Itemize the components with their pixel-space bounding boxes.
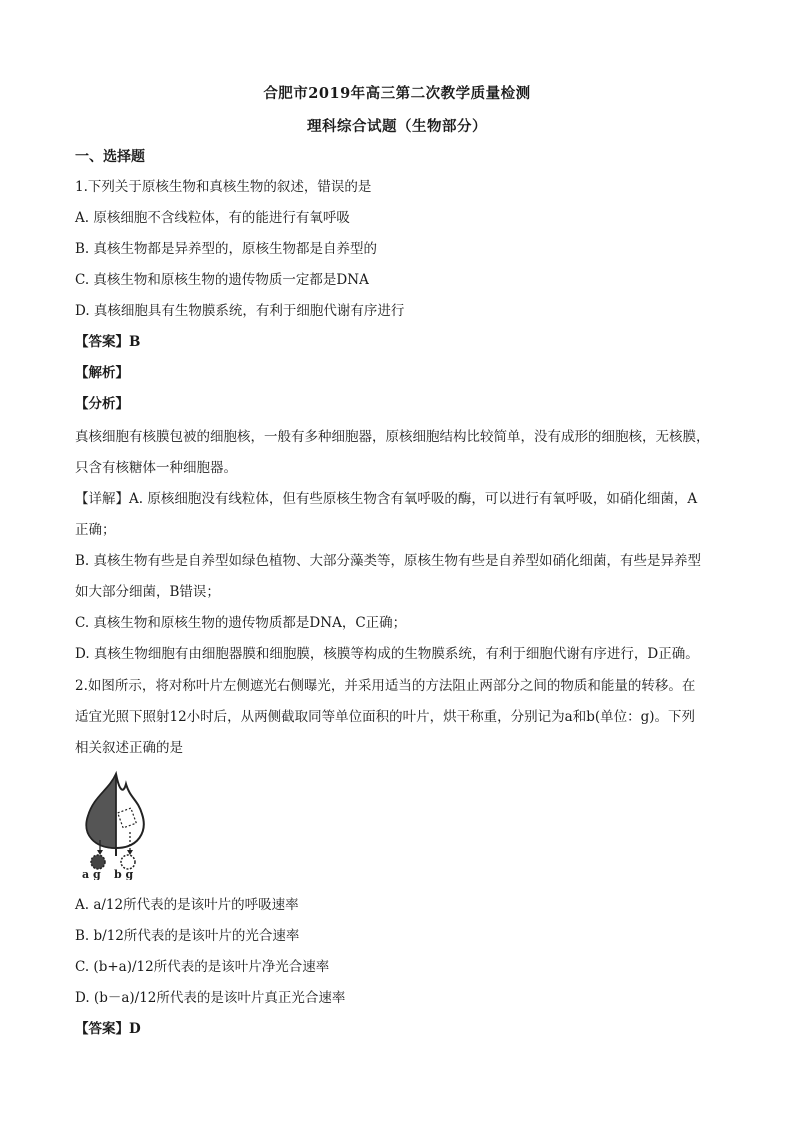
q1-answer: 【答案】B (75, 334, 141, 350)
figure-label-a: a g (82, 868, 101, 880)
q1-fenxi-line: 真核细胞有核膜包被的细胞核，一般有多种细胞器，原核细胞结构比较简单，没有成形的细胞核，无核膜， (75, 429, 710, 445)
q1-detail-line: C. 真核生物和原核生物的遗传物质都是DNA，C正确； (75, 615, 407, 631)
arrow-right-head (127, 850, 133, 855)
q1-detail-line: D. 真核生物细胞有由细胞器膜和细胞膜，核膜等构成的生物膜系统，有利于细胞代谢有序进行，D正确。 (75, 646, 699, 662)
q2-option-c: C. (b+a)/12所代表的是该叶片净光合速率 (75, 959, 330, 975)
q2-stem-line: 适宜光照下照射12小时后，从两侧截取同等单位面积的叶片，烘干称重，分别记为a和b(单位：g)。下列 (75, 709, 696, 725)
figure-label-b: b g (114, 868, 134, 880)
section-title: 一、选择题 (75, 149, 145, 165)
q2-option-b: B. b/12所代表的是该叶片的光合速率 (75, 928, 300, 944)
q1-fenxi-line: 只含有核糖体一种细胞器。 (75, 460, 237, 476)
page-title: 合肥市2019年高三第二次教学质量检测 (263, 85, 531, 102)
q2-stem-line: 相关叙述正确的是 (75, 740, 183, 756)
q1-option-d: D. 真核细胞具有生物膜系统，有利于细胞代谢有序进行 (75, 303, 405, 319)
q1-detail-line: 正确； (75, 522, 116, 538)
leaf-diagram (76, 768, 156, 880)
q1-stem: 1.下列关于原核生物和真核生物的叙述，错误的是 (75, 179, 372, 195)
arrow-left-head (97, 850, 103, 855)
sample-disc-a (91, 855, 105, 869)
q1-detail-line: 如大部分细菌，B错误； (75, 584, 220, 600)
q1-analysis-label: 【解析】 (75, 365, 129, 381)
sample-disc-b (121, 855, 135, 869)
q1-option-a: A. 原核细胞不含线粒体，有的能进行有氧呼吸 (75, 210, 350, 226)
q2-option-a: A. a/12所代表的是该叶片的呼吸速率 (75, 897, 299, 913)
leaf-shaded-half (86, 774, 116, 848)
q1-detail-line: 【详解】A. 原核细胞没有线粒体，但有些原核生物含有氧呼吸的酶，可以进行有氧呼吸，如硝化细菌，A (75, 491, 698, 507)
q2-stem-line: 2.如图所示，将对称叶片左侧遮光右侧曝光，并采用适当的方法阻止两部分之间的物质和能量的转移。在 (75, 678, 696, 694)
q2-answer: 【答案】D (75, 1021, 141, 1037)
q1-option-b: B. 真核生物都是异养型的，原核生物都是自养型的 (75, 241, 378, 257)
q1-option-c: C. 真核生物和原核生物的遗传物质一定都是DNA (75, 272, 369, 288)
q1-fenxi-label: 【分析】 (75, 396, 129, 412)
q2-option-d: D. (b－a)/12所代表的是该叶片真正光合速率 (75, 990, 346, 1006)
q1-detail-line: B. 真核生物有些是自养型如绿色植物、大部分藻类等，原核生物有些是自养型如硝化细菌，有些是异养型 (75, 553, 702, 569)
page-subtitle: 理科综合试题（生物部分） (307, 118, 487, 135)
